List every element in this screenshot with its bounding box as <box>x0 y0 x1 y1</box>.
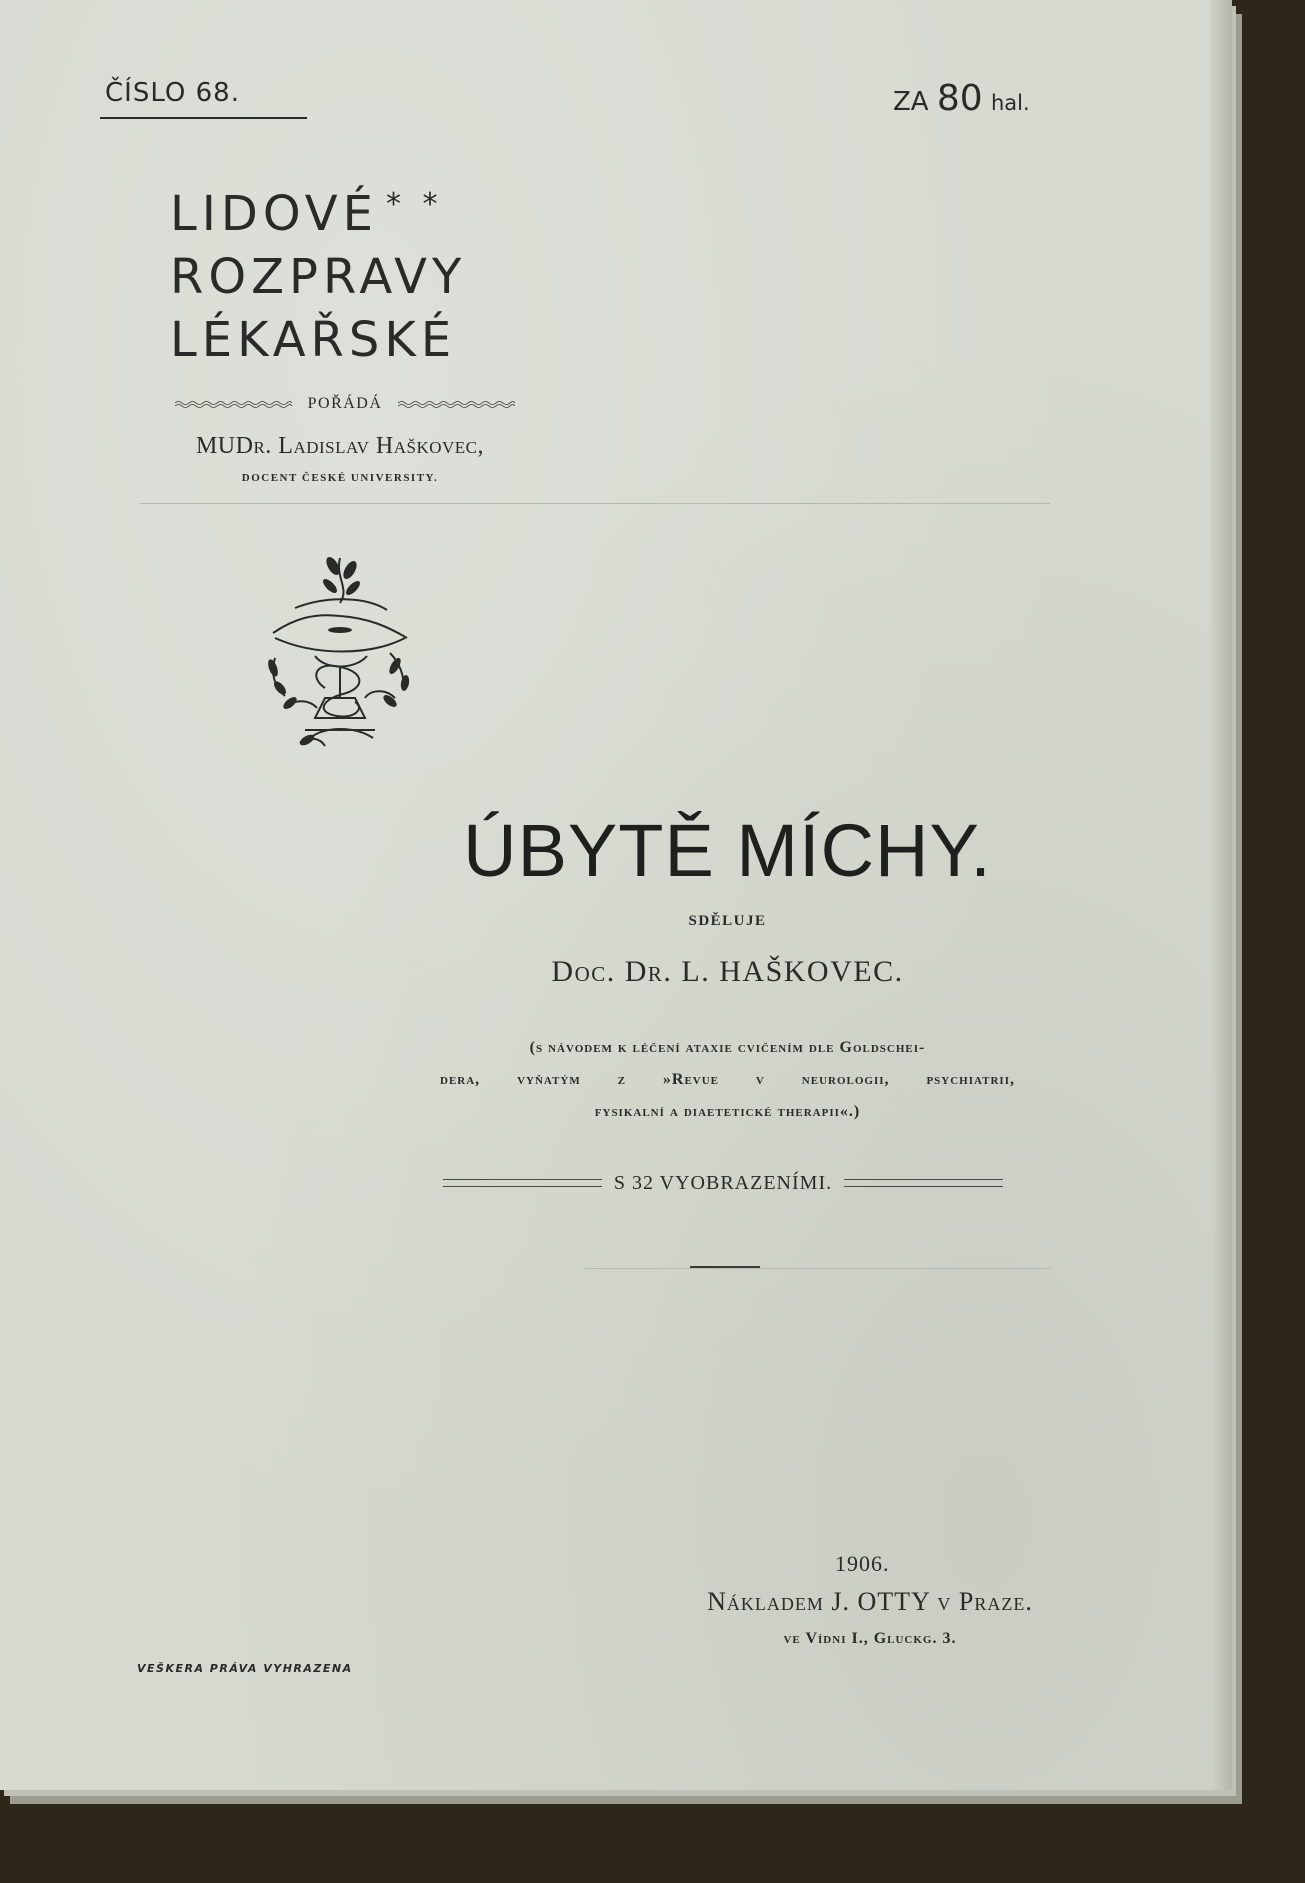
wavy-rule-right <box>398 399 515 409</box>
series-word-lidove: LIDOVÉ <box>170 186 378 242</box>
book-title: ÚBYTĚ MÍCHY. <box>463 809 992 892</box>
editor-name: MUDr. Ladislav Haškovec, <box>195 433 485 459</box>
double-rule-left <box>443 1179 602 1187</box>
figures-row <box>443 1168 1003 1198</box>
publisher: Nákladem J. OTTY v Praze. <box>707 1587 1033 1616</box>
price-unit: hal. <box>990 91 1030 115</box>
series-title-line1 <box>170 186 530 242</box>
price-value: 80 <box>936 78 983 119</box>
communicated-by-label: SDĚLUJE <box>688 913 767 929</box>
page-edge <box>1210 0 1232 1790</box>
subtitle-note <box>440 1032 1015 1128</box>
edited-by-label: POŘÁDÁ <box>307 395 383 412</box>
figures-count: S 32 VYOBRAZENÍMI. <box>613 1171 833 1194</box>
short-rule <box>690 1266 760 1268</box>
publisher-address: ve Vídni I., Gluckg. 3. <box>783 1630 957 1647</box>
price <box>893 78 1030 119</box>
edited-by-row <box>175 392 515 416</box>
issue-number <box>105 78 240 108</box>
stars-ornament: * * <box>385 187 444 222</box>
note-line-2: dera, vyňatým z »Revue v neurologii, psychiatrii, <box>440 1071 1015 1088</box>
author-name: Doc. Dr. L. HAŠKOVEC. <box>551 955 904 988</box>
divider-rule <box>140 503 1050 504</box>
price-prefix: ZA <box>893 87 929 117</box>
issue-underline <box>100 117 307 119</box>
publication-year: 1906. <box>835 1551 890 1576</box>
editor-title: DOCENT ČESKÉ UNIVERSITY. <box>241 472 439 484</box>
divider-rule-lower <box>585 1268 1050 1269</box>
double-rule-right <box>844 1179 1003 1187</box>
series-title-line3: LÉKAŘSKÉ <box>170 312 457 368</box>
issue-label: ČÍSLO <box>105 78 187 108</box>
wavy-rule-left <box>175 399 292 409</box>
issue-value: 68. <box>195 78 240 108</box>
series-title-line2: ROZPRAVY <box>170 249 467 305</box>
note-line-1: (s návodem k léčení ataxie cvičením dle Goldschei- <box>529 1039 926 1056</box>
note-line-3: fysikalní a diaetetické therapii«.) <box>594 1103 861 1120</box>
rights-notice: VEŠKERA PRÁVA VYHRAZENA <box>137 1662 353 1675</box>
hygieia-bowl-serpent-emblem-icon <box>255 538 425 750</box>
